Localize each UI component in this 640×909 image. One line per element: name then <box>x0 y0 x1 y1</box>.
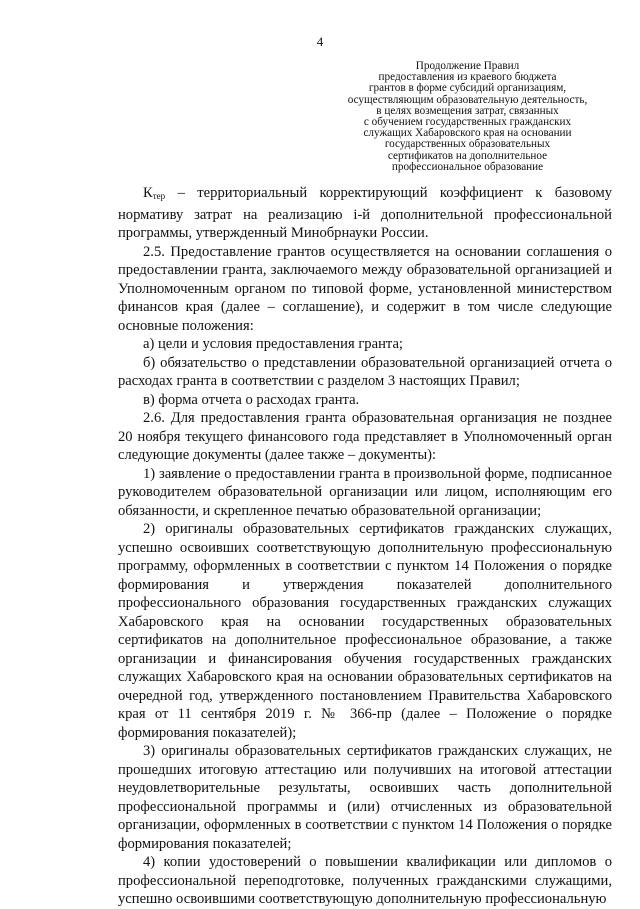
header-line: служащих Хабаровского края на основании <box>363 127 572 140</box>
clause-2-6: 2.6. Для предоставления гранта образовательная организация не позднее 20 ноября текущего финансового года представляет в Уполномоченный орган следующие документы (далее также – документы): <box>118 410 612 463</box>
continuation-header <box>320 61 615 173</box>
header-title: Продолжение Правил <box>415 60 520 72</box>
k-ter-definition <box>118 184 612 243</box>
page-number: 4 <box>316 34 324 49</box>
document-item-2: 2) оригиналы образовательных сертификатов гражданских служащих, успешно освоивших соответствующую дополнительную профессиональную программу, оформленных в соответствии с пунктом 14 Положения о порядке формирования и утверждения показателей дополнительного профессионального образования государственных гражданских служащих Хабаровского края на основании государственных образовательных сертификатов на дополнительное профессиональное образование, а также организации и финансирования обучения государственных гражданских служащих Хабаровского края на основании образовательных сертификатов на очередной год, утвержденного постановлением Правительства Хабаровского края от 11 сентября 2019 г. № 366-пр (далее – Положение о порядке формирования показателей); <box>118 521 612 741</box>
k-ter-subscript: тер <box>152 191 166 201</box>
item-b: б) обязательство о представлении образовательной организацией отчета о расходах гранта в соответствии с разделом 3 настоящих Правил; <box>118 354 612 389</box>
header-line: государственных образовательных <box>384 138 551 151</box>
document-item-1: 1) заявление о предоставлении гранта в произвольной форме, подписанное руководителем образовательной организации или лицом, исполняющим его обязанности, и скрепленное печатью образовательной организации; <box>118 465 612 519</box>
item-a: а) цели и условия предоставления гранта; <box>143 336 403 352</box>
item-v: в) форма отчета о расходах гранта. <box>143 391 360 408</box>
k-ter-text: – территориальный корректирующий коэффициент к базовому нормативу затрат на реализацию i-й дополнительной профессиональной программы, утвержденный Минобрнауки России. <box>118 185 612 241</box>
k-ter-symbol: К <box>143 185 153 201</box>
header-line: с обучением государственных гражданских <box>363 116 572 129</box>
document-body <box>118 184 612 909</box>
document-item-3: 3) оригиналы образовательных сертификатов гражданских служащих, не прошедших итоговую аттестацию или получивших на итоговой аттестации неудовлетворительные результаты, освоивших часть дополнительной профессиональной программы и (или) отчисленных из образовательной организации, оформленных в соответствии с пунктом 14 Положения о порядке формирования показателей; <box>118 743 612 852</box>
header-line: осуществляющим образовательную деятельность, <box>347 93 588 106</box>
header-line: предоставления из краевого бюджета <box>378 71 557 84</box>
header-line: сертификатов на дополнительное <box>387 149 548 162</box>
header-line: в целях возмещения затрат, связанных <box>376 104 559 117</box>
clause-2-5: 2.5. Предоставление грантов осуществляется на основании соглашения о предоставлении гранта, заключаемого между образовательной организацией и Уполномоченным органом по типовой форме, установленной министерством финансов края (далее – соглашение), и содержит в том числе следующие основные положения: <box>118 243 612 334</box>
header-line: грантов в форме субсидий организациям, <box>368 82 567 95</box>
document-item-4: 4) копии удостоверений о повышении квалификации или дипломов о профессиональной переподготовке, полученных гражданскими служащими, успешно освоившими соответствующую дополнительную профессиональную <box>118 854 612 907</box>
header-line: профессиональное образование <box>391 160 544 173</box>
